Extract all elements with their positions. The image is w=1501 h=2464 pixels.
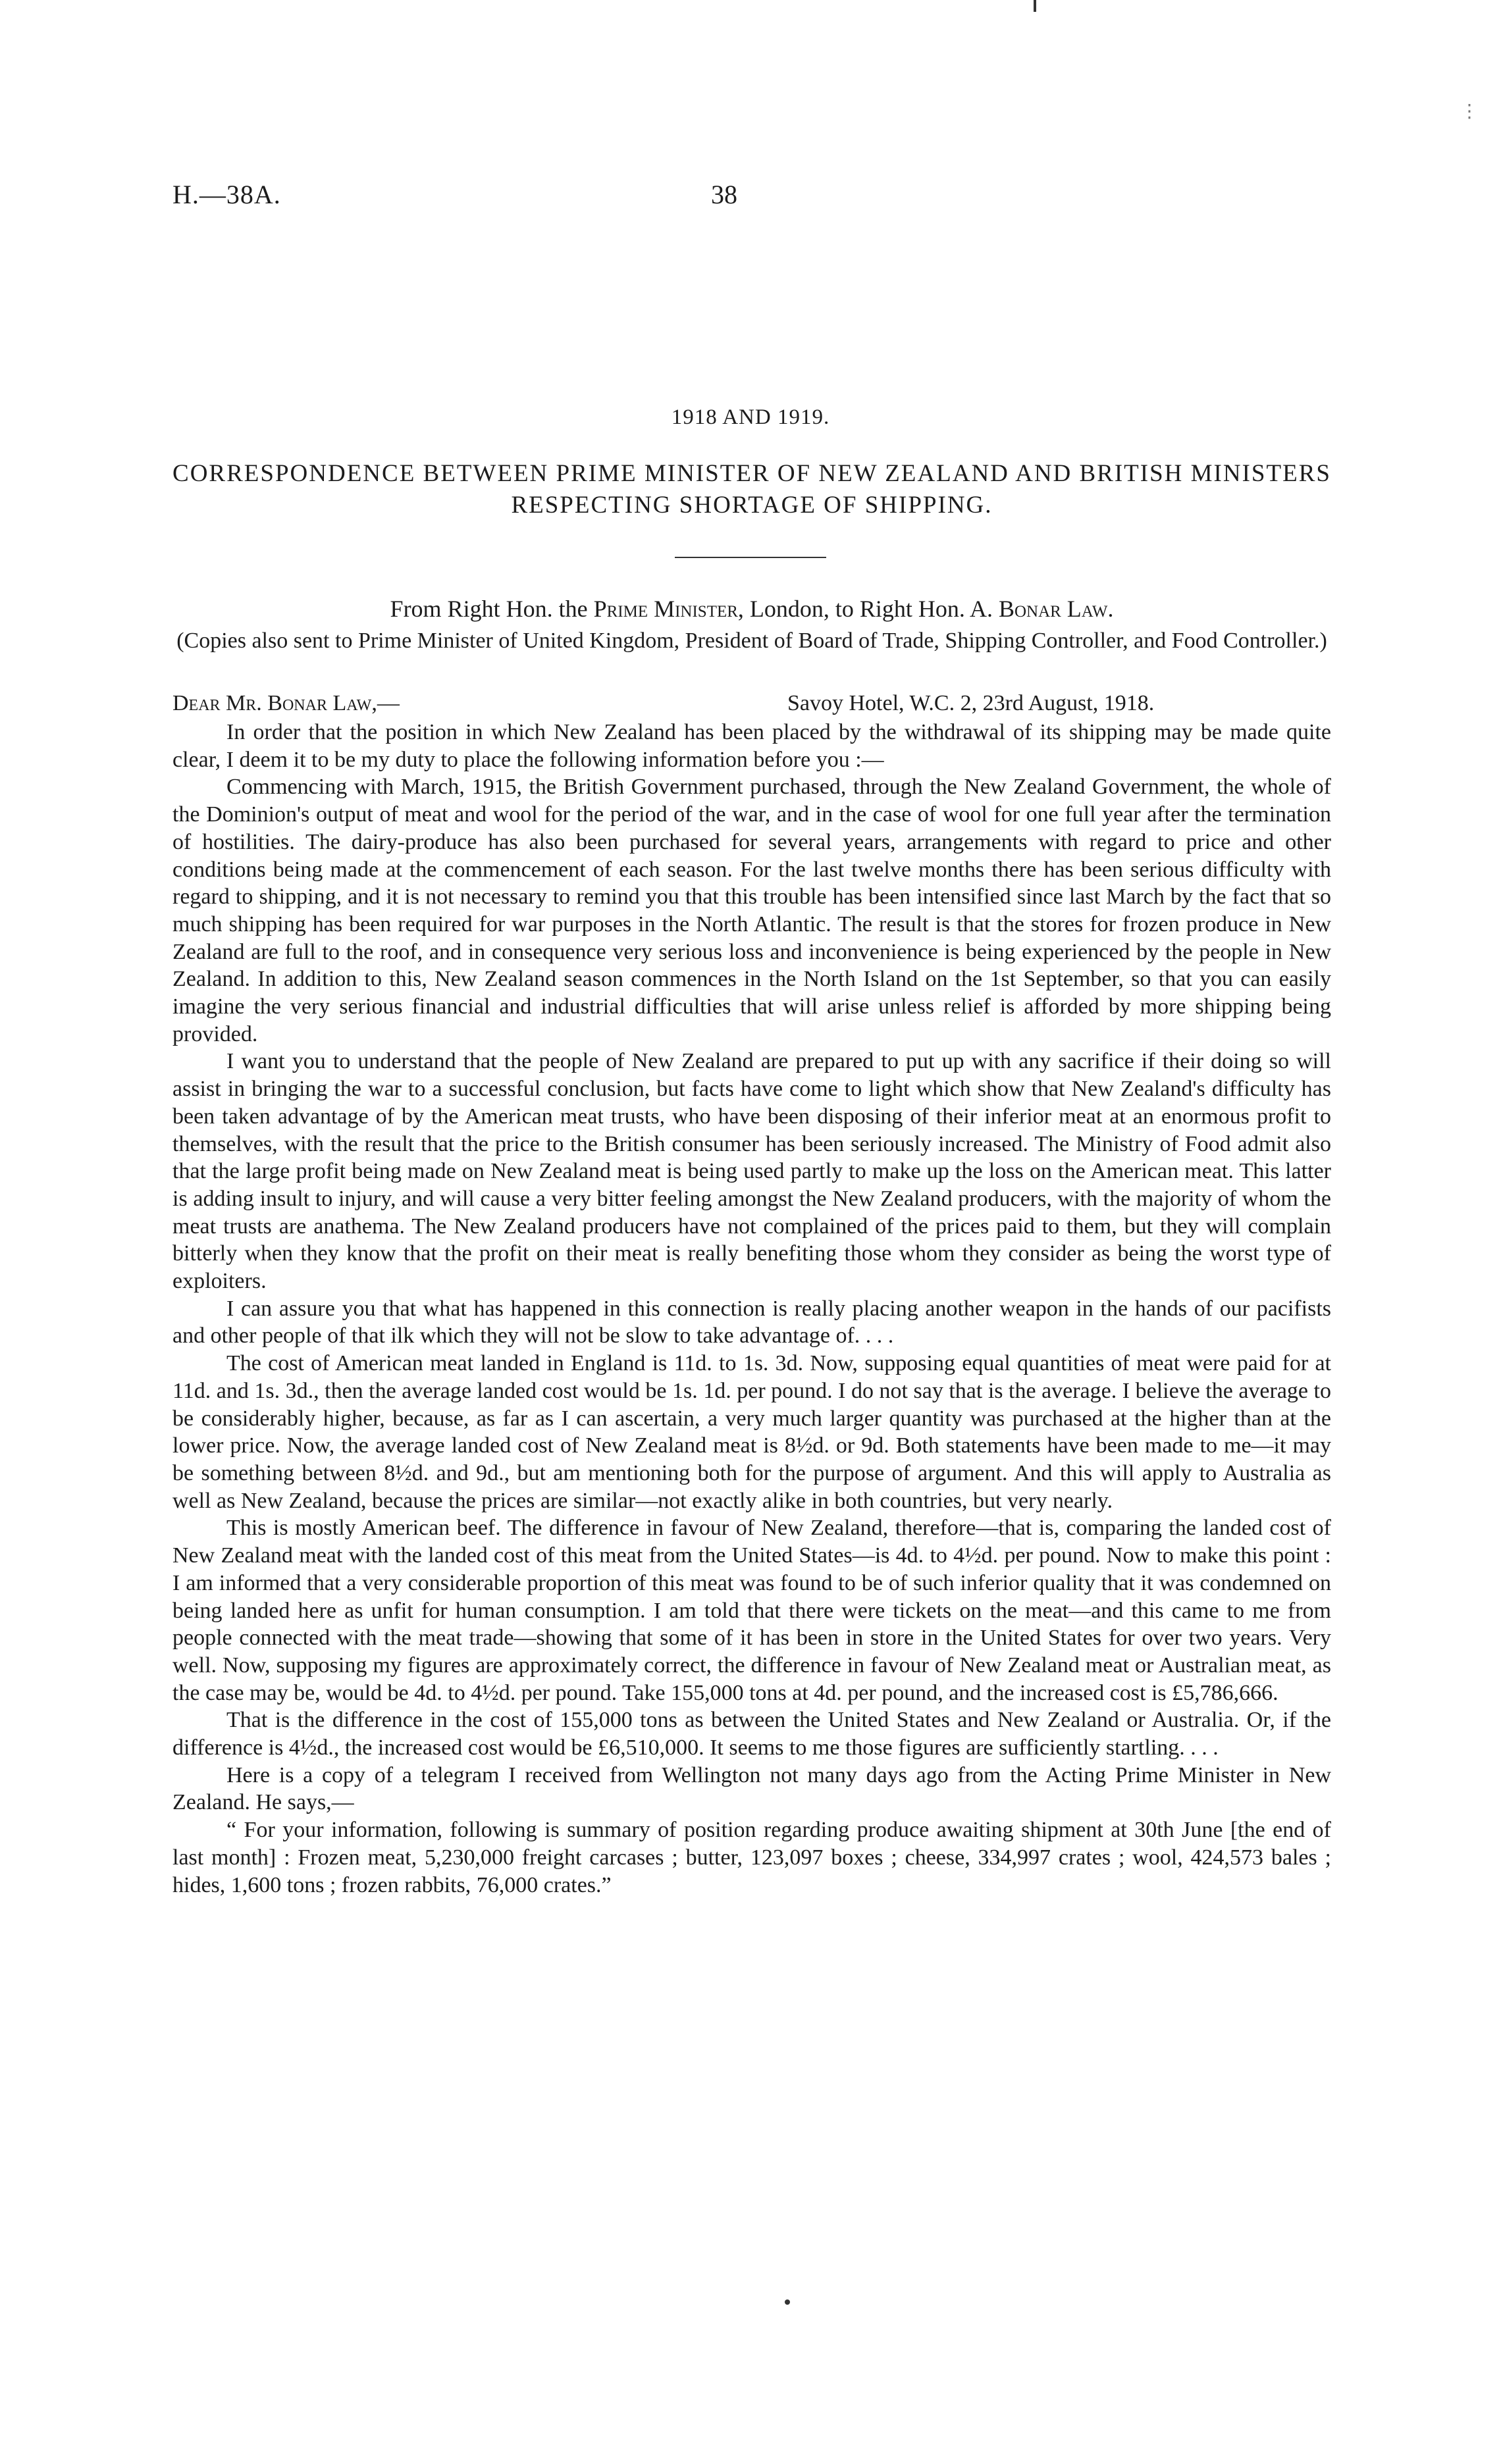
paragraph: Commencing with March, 1915, the British Government purchased, through the New Zealand Government, the whole of the Dominion's output of meat and wool for the period of the war, and in the case of wool for one full year after the termination of hostilities. The dairy-produce has also been purchased for several years, arrangements with regard to price and other conditions being made at the commencement of each season. For the last twelve months there has been serious difficulty with regard to shipping, and it is not necessary to remind you that this trouble has been intensified since last March by the fact that so much shipping has been required for war purposes in the North Atlantic. The result is that the stores for frozen produce in New Zealand are full to the roof, and in consequence very serious loss and inconvenience is being experienced by the people in New Zealand. In addition to this, New Zealand season commences in the North Island on the 1st September, so that you can easily imagine the very serious financial and industrial difficulties that will arise unless relief is afforded by more shipping being provided. — [172, 775, 1331, 1046]
letter-body — [172, 719, 1331, 1899]
recipient-name: Bonar Law — [998, 596, 1108, 622]
paragraph: That is the difference in the cost of 155,000 tons as between the United States and New Zealand or Australia. Or, if the difference is 4½d., the increased cost would be £6,510,000. It seems to me those figures are sufficiently startling. . . . — [172, 1708, 1331, 1760]
sender-name: Prime Minister — [593, 596, 738, 622]
scan-mark — [1034, 0, 1036, 12]
page-header — [172, 179, 1331, 218]
paragraph: I want you to understand that the people of New Zealand are prepared to put up with any sacrifice if their doing so will assist in bringing the war to a successful conclusion, but facts have come to light which show that New Zealand's difficulty has been taken advantage of by the American meat trusts, who have been disposing of their inferior meat at an enormous profit to themselves, with the result that the price to the British consumer has been seriously increased. The Ministry of Food admit also that the large profit being made on New Zealand meat is being used partly to make up the loss on the American meat. This latter is adding insult to injury, and will cause a very bitter feeling amongst the New Zealand producers, with the majority of whom the meat trusts are anathema. The New Zealand producers have not complained of the prices paid to them, but they will complain bitterly when they know that the profit on their meat is really benefiting those whom they consider as being the worst type of exploiters. — [172, 1049, 1331, 1294]
paragraph: In order that the position in which New Zealand has been placed by the withdrawal of its shipping may be made quite clear, I deem it to be my duty to place the following information before you :— — [172, 720, 1331, 772]
paragraph: The cost of American meat landed in England is 11d. to 1s. 3d. Now, supposing equal quantities of meat were paid for at 11d. and 1s. 3d., then the average landed cost would be 1s. 1d. per pound. I do not say that is the average. I believe the average to be considerably higher, because, as far as I can ascertain, a very much larger quantity was purchased at the higher than at the lower price. Now, the average landed cost of New Zealand meat is 8½d. or 9d. Both statements have been made to me—it may be something between 8½d. and 9d., but am mentioning both for the purpose of argument. And this will apply to Australia as well as New Zealand, because the prices are similar—not exactly alike in both countries, but very nearly. — [172, 1351, 1331, 1513]
salutation-name: Dear Mr. Bonar Law — [172, 691, 372, 715]
title-divider — [675, 557, 826, 558]
document-reference: H.—38A. — [172, 180, 281, 209]
page-number: 38 — [711, 180, 737, 209]
years-heading: 1918 AND 1919. — [671, 405, 830, 429]
paragraph: Here is a copy of a telegram I received from Wellington not many days ago from the Acting Prime Minister in New Zealand. He says,— — [172, 1762, 1331, 1815]
copies-note: (Copies also sent to Prime Minister of United Kingdom, President of Board of Trade, Shipping Controller, and Food Controller.) — [176, 629, 1327, 653]
paragraph: This is mostly American beef. The difference in favour of New Zealand, therefore—that is, comparing the landed cost of New Zealand meat with the landed cost of this meat from the United States—is 4d. to 4½d. per pound. Now to make this point : I am informed that a very considerable proportion of this meat was found to be of such inferior quality that it was condemned on being landed here as unfit for human consumption. I am told that there were tickets on the meat—and this came to me from people connected with the meat trade—showing that some of it has been in store in the United States for over two years. Very well. Now, supposing my figures are approximately correct, the difference in favour of New Zealand meat or Australian meat, as the case may be, would be 4d. to 4½d. per pound. Take 155,000 tons at 4d. per pound, and the increased cost is £5,786,666. — [172, 1516, 1331, 1705]
from-middle: , London, to Right Hon. A. — [737, 596, 999, 622]
from-suffix: . — [1107, 596, 1114, 622]
paragraph: I can assure you that what has happened in this connection is really placing another weapon in the hands of our pacifists and other people of that ilk which they will not be slow to take advantage of. . . . — [172, 1296, 1331, 1348]
from-line — [172, 595, 1331, 623]
margin-marks: ⋮ — [1460, 101, 1479, 122]
letter-dateline: Savoy Hotel, W.C. 2, 23rd August, 1918. — [787, 691, 1155, 715]
footer-dot — [785, 2299, 790, 2305]
document-title: CORRESPONDENCE BETWEEN PRIME MINISTER OF NEW ZEALAND AND BRITISH MINISTERS RESPECTING SHORTAGE OF SHIPPING. — [172, 460, 1331, 519]
salutation — [172, 691, 400, 716]
from-prefix: From Right Hon. the — [390, 596, 594, 622]
salutation-suffix: ,— — [371, 691, 400, 715]
telegram-quote: “ For your information, following is summary of position regarding produce awaiting shipment at 30th June [the end of last month] : Frozen meat, 5,230,000 freight carcases ; butter, 123,097 boxes ; cheese, 334,997 crates ; wool, 424,573 bales ; hides, 1,600 tons ; frozen rabbits, 76,000 crates.” — [172, 1818, 1331, 1897]
